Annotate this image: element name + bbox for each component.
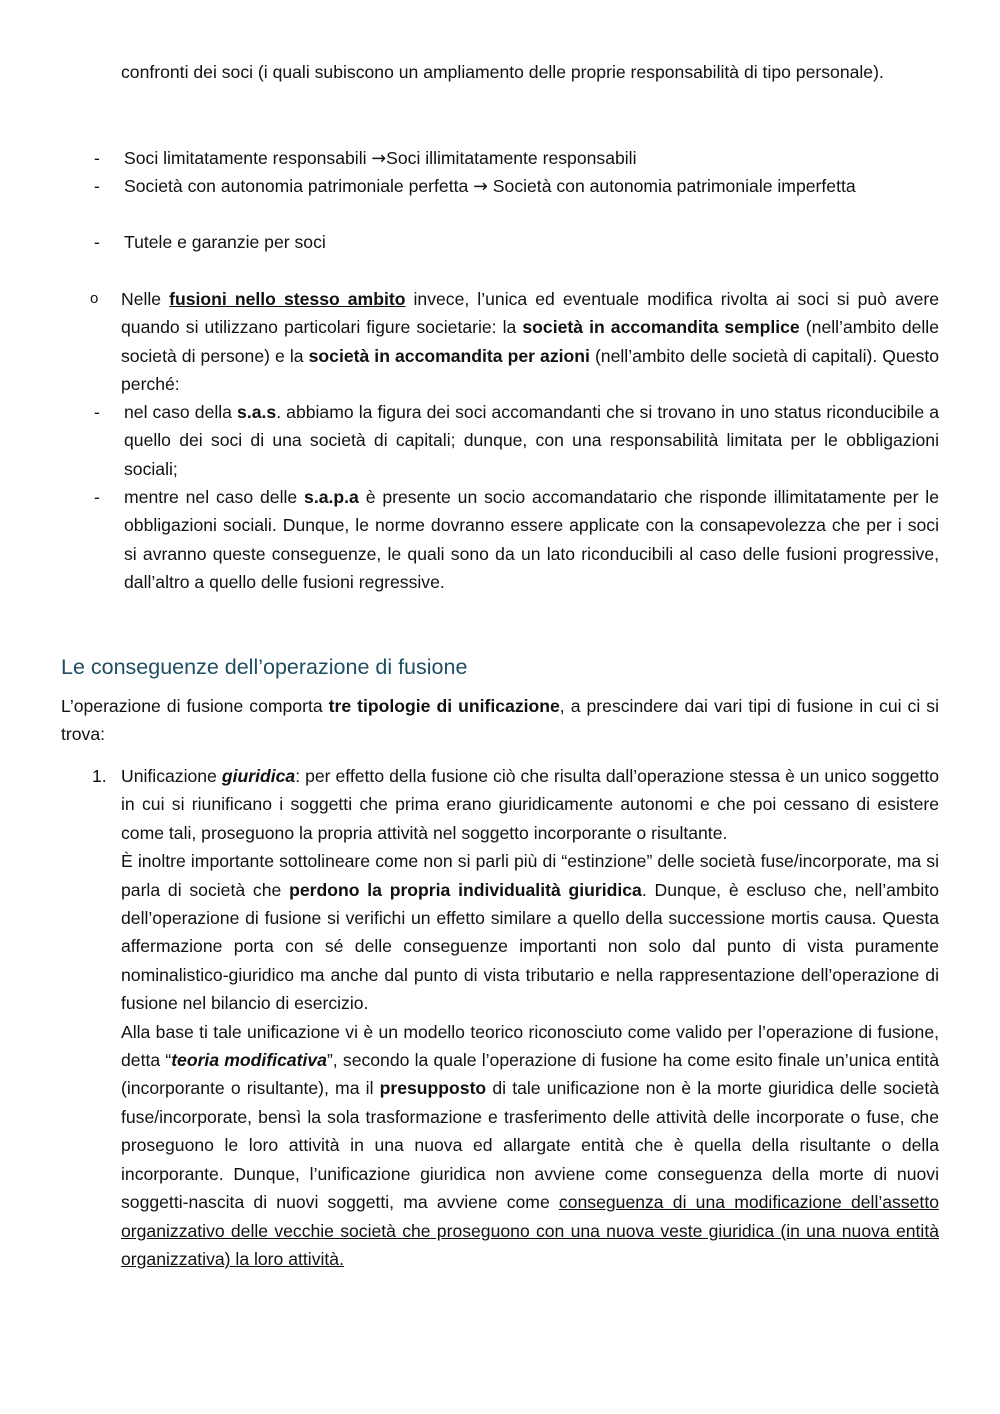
list-number: 1. xyxy=(92,766,107,786)
list-bullet: - xyxy=(94,148,100,168)
circle-bullet: o xyxy=(90,290,99,307)
list-item: nel caso della s.a.s. abbiamo la figura dei soci accomandanti che si trovano in uno status riconducibile a quello dei soci di una società di capitali; dunque, con una responsabilità limitata per le obbligazioni sociali; xyxy=(124,402,939,479)
continuation-paragraph: confronti dei soci (i quali subiscono un ampliamento delle proprie responsabilità di tipo personale). xyxy=(121,62,884,82)
numbered-item-paragraph: È inoltre importante sottolineare come non si parli più di “estinzione” delle società fuse/incorporate, ma si parla di società che perdono la propria individualità giuridica. Dunque, è escluso che, nell’ambito dell’operazione di fusione si verifichi un effetto similare a quello della successione mortis causa. Questa affermazione porta con sé delle conseguenze importanti non solo dal punto di vista puramente nominalistico-giuridico ma anche dal punto di vista tributario e nella rappresentazione dell’operazione di fusione nel bilancio di esercizio. xyxy=(121,851,939,1014)
list-bullet: - xyxy=(94,176,100,196)
arrow-right-icon: → xyxy=(473,177,488,197)
list-item: mentre nel caso delle s.a.p.a è presente un socio accomandatario che risponde illimitatamente per le obbligazioni sociali. Dunque, le norme dovranno essere applicate con la consapevolezza che per i soci si avranno queste conseguenze, le quali sono da un lato riconducibili al caso delle fusioni progressive, dall’altro a quello delle fusioni regressive. xyxy=(124,487,939,593)
arrow-right-icon: → xyxy=(371,149,387,169)
section-heading: Le conseguenze dell’operazione di fusione xyxy=(61,655,468,679)
circle-item-paragraph: Nelle fusioni nello stesso ambito invece, l’unica ed eventuale modifica rivolta ai soci si può avere quando si utilizzano particolari figure societarie: la società in accomandita semplice (nell’ambito delle società di persone) e la società in accomandita per azioni (nell’ambito delle società di capitali). Questo perché: xyxy=(121,289,940,395)
list-bullet: - xyxy=(94,402,100,422)
numbered-item-paragraph: Unificazione giuridica: per effetto della fusione ciò che risulta dall’operazione stessa è un unico soggetto in cui si riunificano i soggetti che prima erano giuridicamente autonomi e che poi cessano di esistere come tali, proseguono la propria attività nel soggetto incorporante o risultante. xyxy=(121,766,939,843)
numbered-item-paragraph: Alla base ti tale unificazione vi è un modello teorico riconosciuto come valido per l’operazione di fusione, detta “teoria modificativa”, secondo la quale l’operazione di fusione ha come esito finale un’unica entità (incorporante o risultante), ma il presupposto di tale unificazione non è la morte giuridica delle società fuse/incorporate, bensì la sola trasformazione e trasferimento delle attività delle incorporate o fuse, che proseguono le loro attività in una nuova ed allargate entità che è quella della risultante o della incorporante. Dunque, l’unificazione giuridica non avviene come conseguenza della morte di nuovi soggetti-nascita di nuovi soggetti, ma avviene come conseguenza di una modificazione dell’assetto organizzativo delle vecchie società che proseguono con una nuova veste giuridica (in una nuova entità organizzativa) la loro attività. xyxy=(121,1021,939,1269)
list-item: Tutele e garanzie per soci xyxy=(124,232,326,252)
list-item: Società con autonomia patrimoniale perfetta → Società con autonomia patrimoniale imperfetta xyxy=(124,176,856,197)
list-bullet: - xyxy=(94,232,100,252)
list-bullet: - xyxy=(94,487,100,507)
intro-paragraph: L’operazione di fusione comporta tre tipologie di unificazione, a prescindere dai vari tipi di fusione in cui ci si trova: xyxy=(61,696,939,745)
list-item: Soci limitatamente responsabili →Soci illimitatamente responsabili xyxy=(124,148,637,169)
numbered-item xyxy=(121,762,939,1273)
